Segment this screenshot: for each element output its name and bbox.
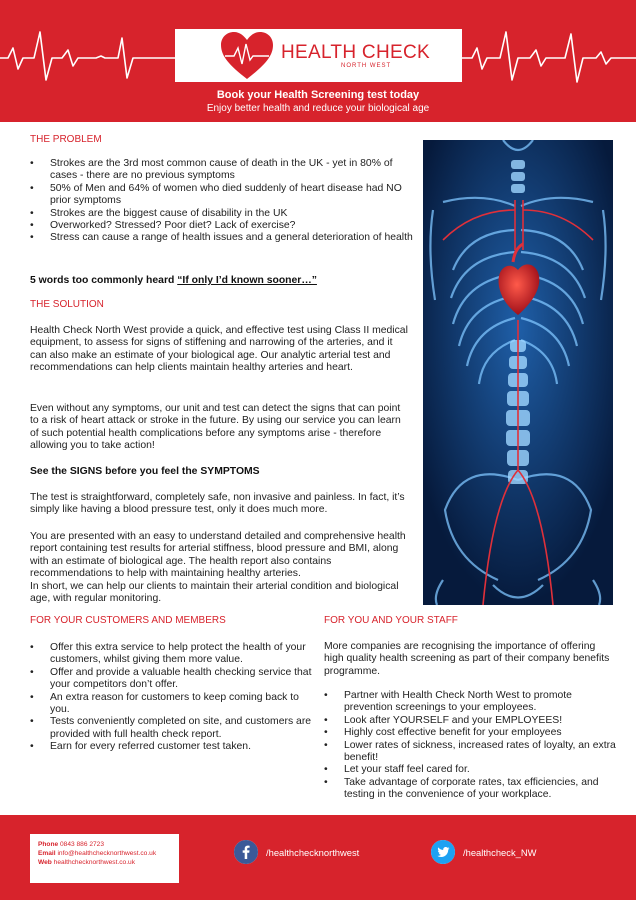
problem-list	[30, 158, 418, 245]
email-link[interactable]: info@healthchecknorthwest.co.uk	[57, 850, 157, 857]
list-item: • Look after YOURSELF and your EMPLOYEES!	[324, 715, 616, 727]
quote-prefix: 5 words too commonly heard	[30, 275, 178, 286]
tagline-sub: Enjoy better health and reduce your biological age	[206, 103, 430, 114]
list-item: • Offer and provide a valuable health checking service that your competitors don’t offer.	[30, 667, 312, 692]
list-item: • Earn for every referred customer test taken.	[30, 741, 312, 753]
logo-box	[175, 29, 462, 82]
tagline-main: Book your Health Screening test today	[216, 89, 420, 101]
facebook-link[interactable]	[234, 840, 359, 864]
problem-quote-line	[30, 275, 317, 286]
twitter-link[interactable]	[431, 840, 536, 864]
list-item: • Tests conveniently completed on site, and customers are provided with full health check report.	[30, 716, 312, 741]
contact-phone	[38, 840, 179, 849]
anatomy-illustration	[423, 140, 613, 605]
quote-text: “If only I’d known sooner…”	[177, 275, 317, 286]
footer	[0, 815, 636, 900]
list-item: • Highly cost effective benefit for your employees	[324, 727, 616, 739]
staff-intro: More companies are recognising the importance of offering high quality health screening as part of their company benefits programme.	[324, 641, 610, 677]
contact-web	[38, 858, 179, 867]
header-banner	[0, 0, 636, 122]
logo-title: HEALTH CHECK	[281, 42, 430, 63]
staff-list	[324, 690, 616, 802]
list-item: • Stress can cause a range of health issues and a general deterioration of health	[30, 232, 418, 244]
tagline	[0, 89, 636, 115]
anatomy-image	[423, 140, 613, 605]
problem-heading: THE PROBLEM	[30, 134, 102, 145]
signs-line: See the SIGNS before you feel the SYMPTOMS	[30, 466, 260, 477]
web-link[interactable]: healthchecknorthwest.co.uk	[53, 859, 136, 866]
customers-heading: FOR YOUR CUSTOMERS AND MEMBERS	[30, 615, 226, 626]
solution-heading: THE SOLUTION	[30, 299, 104, 310]
solution-paragraph-4: You are presented with an easy to understand detailed and comprehensive health report containing test results for arterial stiffness, blood pressure and BMI, along with an estimate of biological age. The health report also contains recommendations to help with maintaining healthy arteries.	[30, 531, 406, 580]
list-item: • Offer this extra service to help protect the health of your customers, whilst giving them more value.	[30, 642, 312, 667]
list-item: • 50% of Men and 64% of women who died suddenly of heart disease had NO prior symptoms	[30, 183, 418, 208]
list-item: • Strokes are the biggest cause of disability in the UK	[30, 208, 418, 220]
list-item: • Overworked? Stressed? Poor diet? Lack of exercise?	[30, 220, 418, 232]
solution-paragraph-5: In short, we can help our clients to maintain their arterial condition and biological age, with regular monitoring.	[30, 581, 399, 605]
solution-paragraph-1: Health Check North West provide a quick, and effective test using Class II medical equipment, to assess for signs of stiffening and narrowing of the arteries, and it can also make an estimate of your biological age. Our analytic arterial test and recommendations can help clients maintain healthy arteries and heart.	[30, 325, 408, 374]
twitter-icon[interactable]	[431, 840, 455, 864]
logo-subtitle: NORTH WEST	[341, 63, 392, 69]
web-label: Web	[38, 859, 52, 866]
email-label: Email	[38, 850, 56, 857]
solution-paragraph-2: Even without any symptoms, our unit and test can detect the signs that can point to a risk of heart attack or stroke in the future. By using our service you can learn of such potential health complications before any symptoms arise - therefore allowing you to take action!	[30, 403, 401, 452]
facebook-handle[interactable]: /healthchecknorthwest	[266, 846, 360, 858]
list-item: • Partner with Health Check North West to promote prevention screenings to your employees.	[324, 690, 616, 715]
list-item: • Take advantage of corporate rates, tax efficiencies, and testing in the convenience of your workplace.	[324, 777, 616, 802]
phone-label: Phone	[38, 841, 59, 848]
heart-logo-icon	[219, 30, 275, 81]
solution-paragraph-3: The test is straightforward, completely safe, non invasive and painless. In fact, it’s simply like having a blood pressure test, only it does much more.	[30, 492, 405, 516]
customers-list	[30, 642, 312, 754]
list-item: • An extra reason for customers to keep coming back to you.	[30, 692, 312, 717]
contact-box	[30, 834, 179, 883]
facebook-icon[interactable]	[234, 840, 258, 864]
staff-heading: FOR YOU AND YOUR STAFF	[324, 615, 458, 626]
phone-number[interactable]: 0843 886 2723	[60, 841, 105, 848]
list-item: • Lower rates of sickness, increased rates of loyalty, an extra benefit!	[324, 740, 616, 765]
list-item: • Let your staff feel cared for.	[324, 764, 616, 776]
twitter-handle[interactable]: /healthcheck_NW	[463, 846, 537, 858]
contact-email	[38, 849, 179, 858]
list-item: • Strokes are the 3rd most common cause of death in the UK - yet in 80% of cases - there are no previous symptoms	[30, 158, 418, 183]
